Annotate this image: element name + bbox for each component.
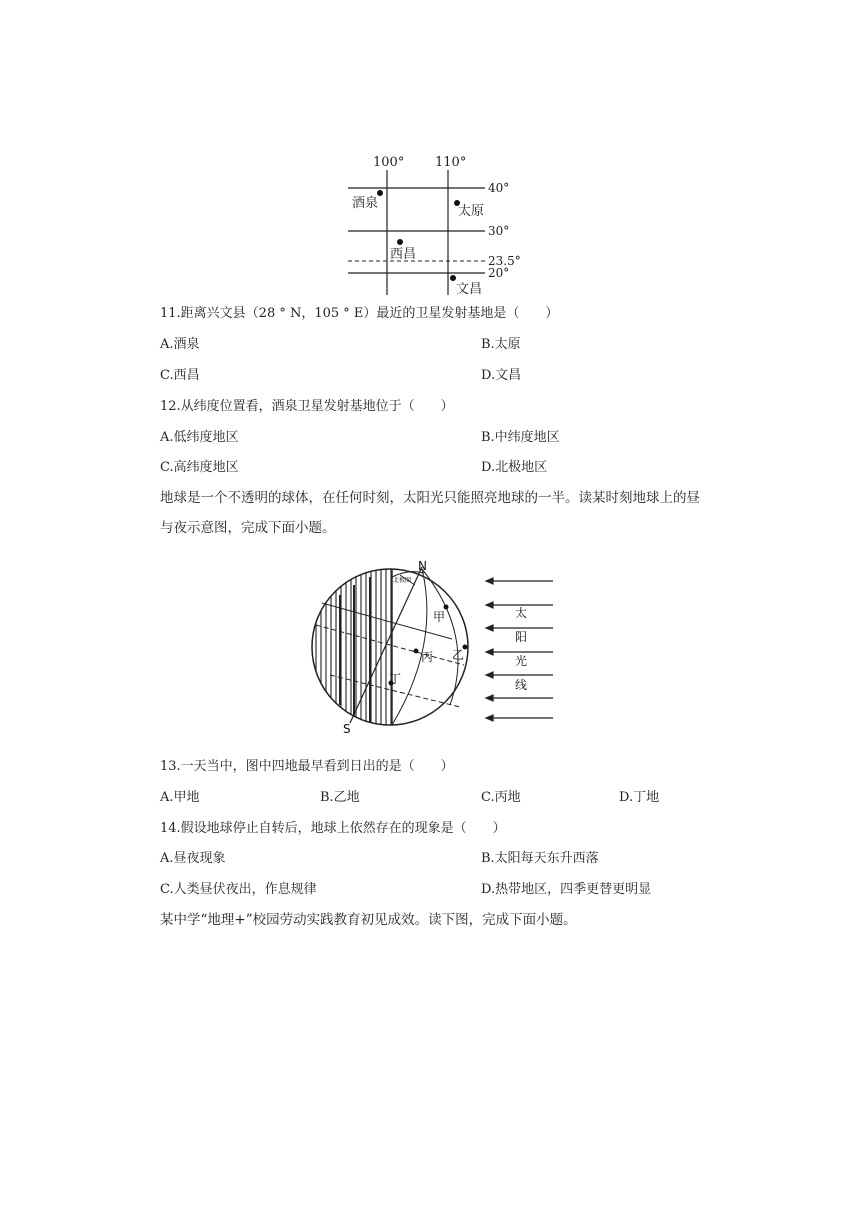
pole-label-n: N [418, 559, 427, 573]
option-a: A.低纬度地区 [160, 430, 239, 445]
option-c: C.丙地 [481, 790, 521, 805]
sun-ray-label: 线 [515, 678, 528, 692]
sun-ray-label: 光 [515, 654, 528, 668]
intro-paragraph-line: 地球是一个不透明的球体，在任何时刻，太阳光只能照亮地球的一半。读某时刻地球上的昼 [160, 490, 700, 506]
option-b: B.太阳每天东升西落 [481, 851, 599, 866]
sun-ray-label: 太 [515, 606, 528, 620]
place-label: 酒泉 [352, 196, 379, 211]
day-night-globe-diagram [300, 555, 570, 740]
arctic-circle-label: 北极圈 [393, 577, 412, 584]
question-11-stem: 11.距离兴文县（28 ° N，105 ° E）最近的卫星发射基地是（ ） [160, 306, 559, 321]
point-label-jia: 甲 [433, 610, 446, 624]
place-label: 文昌 [456, 282, 483, 297]
question-14-stem: 14.假设地球停止自转后，地球上依然存在的现象是（ ） [160, 821, 506, 836]
option-d: D.热带地区，四季更替更明显 [481, 882, 652, 897]
option-a: A.酒泉 [160, 337, 200, 352]
option-c: C.人类昼伏夜出，作息规律 [160, 882, 317, 897]
point-label-bing: 丙 [421, 650, 434, 664]
option-a: A.甲地 [160, 790, 200, 805]
pole-label-s: S [343, 722, 351, 736]
sun-ray-label: 阳 [515, 630, 528, 644]
lat-label: 23.5° [488, 254, 521, 268]
point-label-yi: 乙 [452, 648, 465, 662]
point-label-ding: 丁 [389, 672, 402, 686]
option-b: B.中纬度地区 [481, 430, 560, 445]
option-c: C.高纬度地区 [160, 460, 239, 475]
option-d: D.丁地 [619, 790, 660, 805]
place-label: 太原 [458, 204, 485, 219]
question-13-stem: 13.一天当中，图中四地最早看到日出的是（ ） [160, 759, 454, 774]
lat-label: 30° [488, 224, 510, 238]
intro-paragraph-line: 某中学“地理+”校园劳动实践教育初见成效。读下图，完成下面小题。 [160, 912, 577, 928]
lat-label: 20° [488, 266, 510, 280]
option-d: D.北极地区 [481, 460, 548, 475]
option-b: B.太原 [481, 337, 521, 352]
lat-label: 40° [488, 181, 510, 195]
lon-label: 110° [435, 155, 467, 170]
question-12-stem: 12.从纬度位置看，酒泉卫星发射基地位于（ ） [160, 399, 454, 414]
place-label: 西昌 [390, 247, 417, 262]
intro-paragraph-line: 与夜示意图，完成下面小题。 [160, 520, 336, 536]
option-a: A.昼夜现象 [160, 851, 226, 866]
option-c: C.西昌 [160, 368, 200, 383]
latitude-longitude-map [340, 150, 540, 300]
lon-label: 100° [373, 155, 405, 170]
option-b: B.乙地 [320, 790, 360, 805]
option-d: D.文昌 [481, 368, 522, 383]
